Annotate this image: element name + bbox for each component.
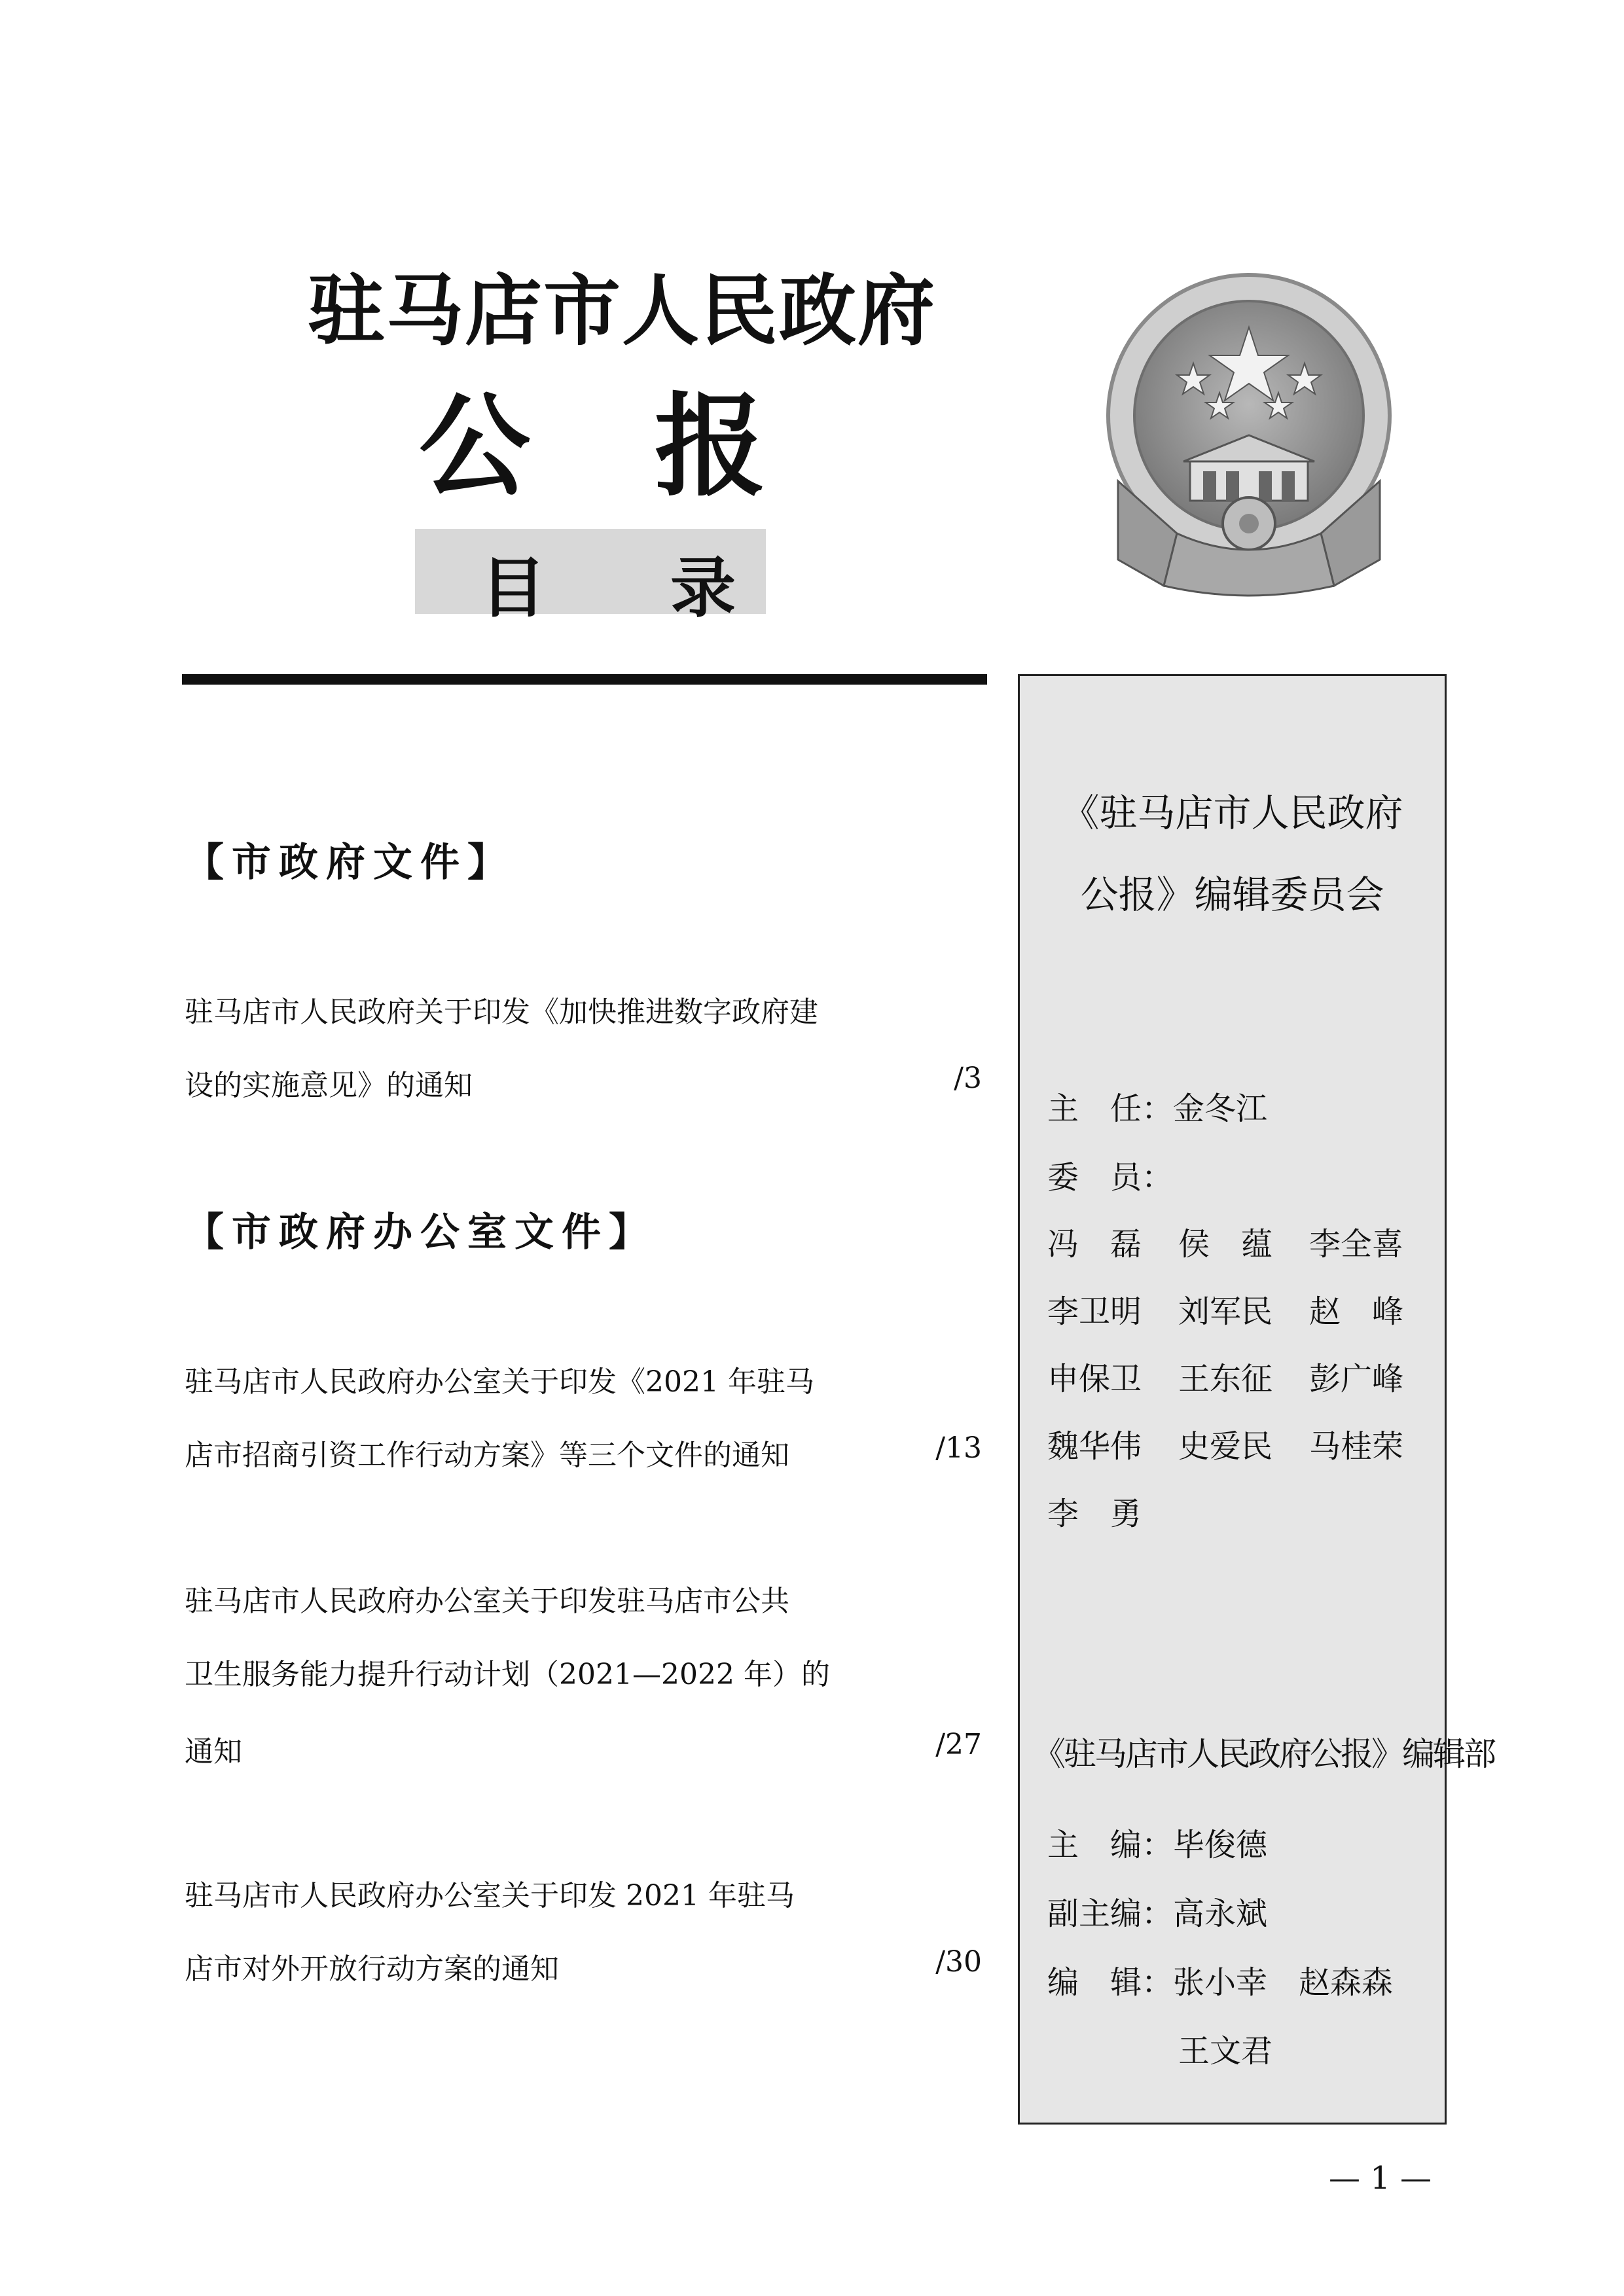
member-name: 赵 峰 <box>1309 1293 1404 1330</box>
toc-entry-line: 驻马店市人民政府办公室关于印发驻马店市公共 <box>185 1585 789 1618</box>
editors-names: 张小幸 赵森森 <box>1173 1964 1394 2001</box>
deputy-editor-name: 高永斌 <box>1173 1895 1268 1932</box>
member-name: 李全喜 <box>1309 1226 1404 1263</box>
deputy-editor-label: 副主编： <box>1047 1895 1174 1932</box>
toc-entry-line: 卫生服务能力提升行动计划（2021—2022 年）的 <box>185 1658 830 1691</box>
toc-page-ref: /30 <box>935 1945 982 1979</box>
toc-entry-line: 通知 <box>185 1735 242 1768</box>
bulletin-char-2: 报 <box>655 381 767 512</box>
deputy-editor-row <box>1047 1888 1267 1933</box>
member-row <box>1047 1354 1440 1397</box>
director-row <box>1047 1083 1267 1128</box>
section-heading-city-government: 【市政府文件】 <box>185 840 514 886</box>
toc-page-ref: /3 <box>954 1062 982 1095</box>
editors-label: 编 辑： <box>1047 1964 1174 2001</box>
member-name: 马桂荣 <box>1309 1428 1404 1465</box>
members-label: 委 员： <box>1047 1159 1174 1196</box>
member-row <box>1047 1286 1440 1330</box>
member-name: 冯 磊 <box>1047 1226 1142 1263</box>
member-row <box>1047 1421 1440 1465</box>
bulletin-char-1: 公 <box>419 381 531 512</box>
committee-title-line-2: 公报》编辑委员会 <box>1080 872 1384 917</box>
toc-entry-line: 驻马店市人民政府办公室关于印发 2021 年驻马 <box>185 1879 795 1912</box>
member-name: 王东征 <box>1178 1361 1273 1397</box>
toc-entry-line: 店市招商引资工作行动方案》等三个文件的通知 <box>185 1439 789 1472</box>
toc-entry-line: 驻马店市人民政府办公室关于印发《2021 年驻马 <box>185 1365 814 1399</box>
member-name: 魏华伟 <box>1047 1428 1142 1465</box>
member-name: 史爱民 <box>1178 1428 1273 1465</box>
page-number: — 1 — <box>1329 2160 1432 2197</box>
director-label: 主 任： <box>1047 1090 1174 1127</box>
member-name: 李 勇 <box>1047 1496 1142 1532</box>
member-row <box>1047 1219 1440 1263</box>
editors-names-line-2: 王文君 <box>1178 2033 1273 2070</box>
toc-page-ref: /27 <box>935 1728 982 1761</box>
toc-page-ref: /13 <box>935 1431 982 1465</box>
chief-editor-label: 主 编： <box>1047 1827 1174 1863</box>
editors-row <box>1047 1957 1393 2002</box>
chief-editor-name: 毕俊德 <box>1173 1827 1268 1863</box>
editorial-department-title: 《驻马店市人民政府公报》编辑部 <box>1033 1735 1494 1773</box>
toc-char-2: 录 <box>670 549 736 626</box>
national-emblem-icon <box>1079 265 1419 605</box>
member-name: 刘军民 <box>1178 1293 1273 1330</box>
member-name: 申保卫 <box>1047 1361 1142 1397</box>
director-name: 金冬江 <box>1173 1090 1268 1127</box>
publication-title: 驻马店市人民政府 <box>308 265 937 356</box>
committee-title-line-1: 《驻马店市人民政府 <box>1061 791 1403 835</box>
toc-entry-line: 驻马店市人民政府关于印发《加快推进数字政府建 <box>185 996 818 1029</box>
table-of-contents-banner <box>415 529 766 626</box>
toc-entry-line: 设的实施意见》的通知 <box>185 1069 473 1102</box>
header-rule <box>182 674 987 685</box>
member-name: 侯 蕴 <box>1178 1226 1273 1263</box>
toc-char-1: 目 <box>480 549 546 626</box>
member-name: 彭广峰 <box>1309 1361 1404 1397</box>
toc-entry-line: 店市对外开放行动方案的通知 <box>185 1952 559 1986</box>
chief-editor-row <box>1047 1820 1267 1865</box>
member-name: 李卫明 <box>1047 1293 1142 1330</box>
member-row <box>1047 1488 1440 1532</box>
section-heading-general-office: 【市政府办公室文件】 <box>185 1210 656 1255</box>
